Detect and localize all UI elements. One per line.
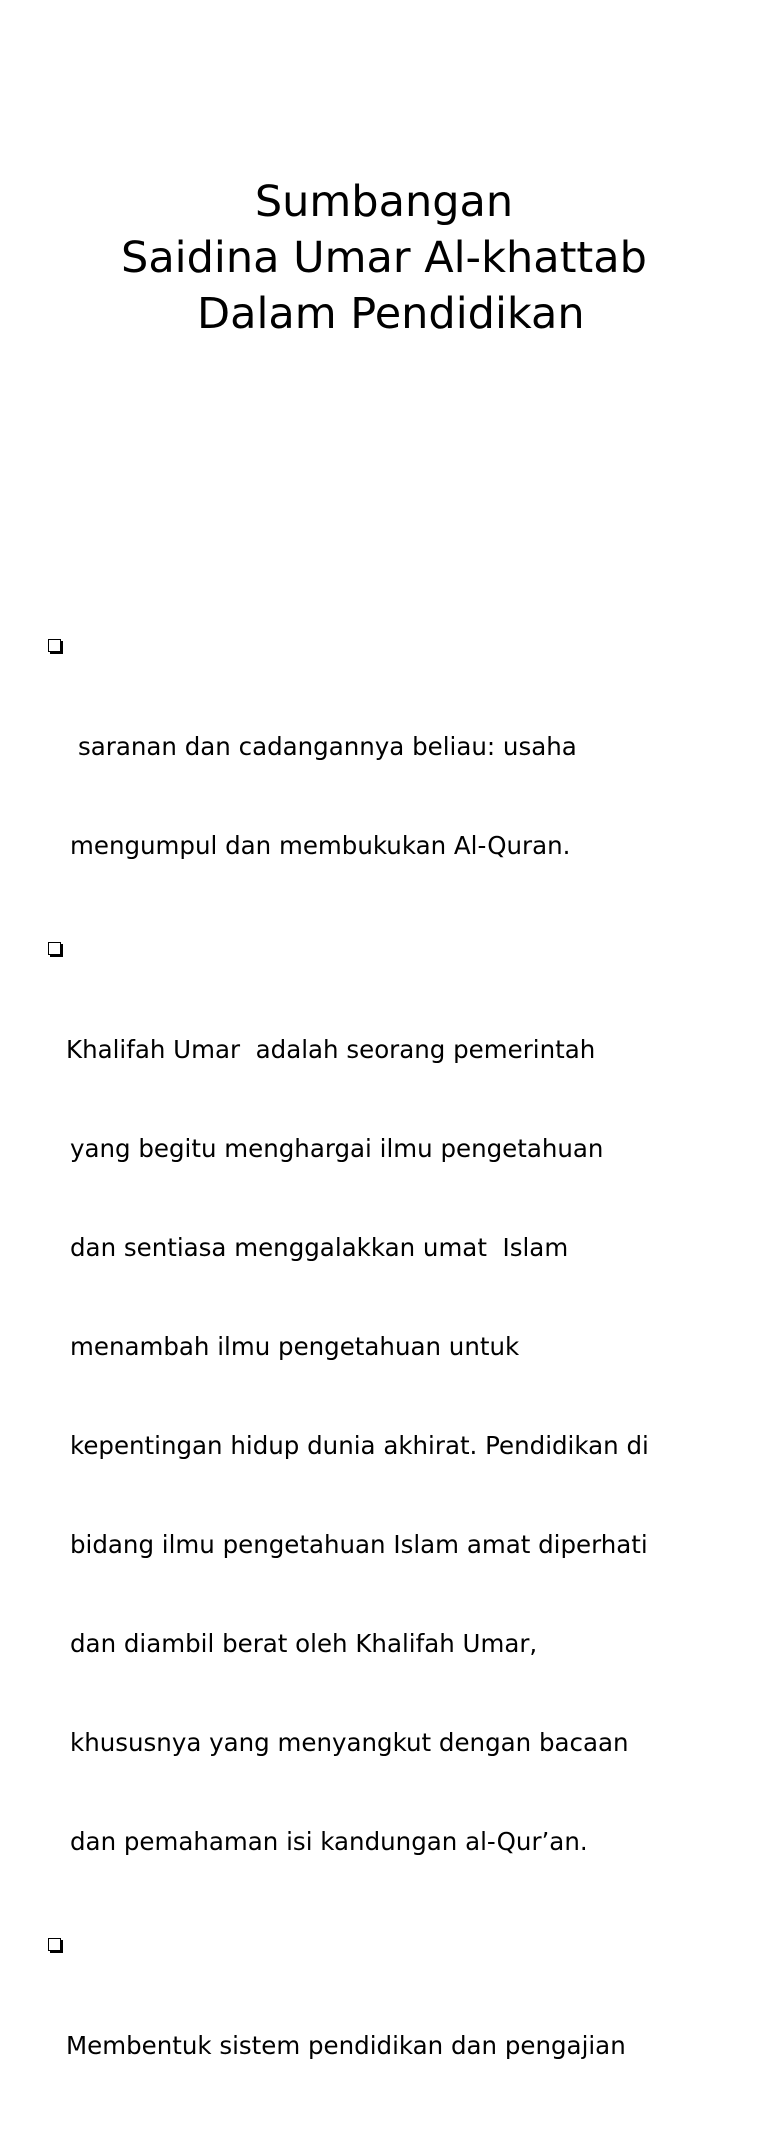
title-line: Sumbangan bbox=[254, 177, 514, 227]
bullet-text-line: dan diambil berat oleh Khalifah Umar, bbox=[70, 1629, 538, 1658]
bullet-text-line: menambah ilmu pengetahuan untuk bbox=[70, 1332, 520, 1361]
bullet-text-line: Khalifah Umar adalah seorang pemerintah bbox=[66, 1035, 596, 1064]
bullet-text-line: mengumpul dan membukukan Al-Quran. bbox=[70, 831, 571, 860]
checkbox-bullet-icon bbox=[48, 639, 61, 652]
bullet-text-line: Membentuk sistem pendidikan dan pengajian bbox=[66, 2031, 626, 2060]
bullet-text-line: dan pemahaman isi kandungan al-Qur’an. bbox=[70, 1827, 588, 1856]
title-line: Saidina Umar Al-khattab bbox=[121, 233, 647, 283]
checkbox-bullet-icon bbox=[48, 942, 61, 955]
bullet-list bbox=[48, 631, 738, 2134]
bullet-text-line: saranan dan cadangannya beliau: usaha bbox=[78, 732, 577, 761]
checkbox-bullet-icon bbox=[48, 1938, 61, 1951]
bullet-item bbox=[48, 631, 738, 928]
bullet-text-line: kepentingan hidup dunia akhirat. Pendidikan di bbox=[70, 1431, 649, 1460]
bullet-text-line: yang begitu menghargai ilmu pengetahuan bbox=[70, 1134, 604, 1163]
bullet-item bbox=[48, 1930, 738, 2128]
slide-title bbox=[0, 174, 768, 342]
bullet-text-line: dan sentiasa menggalakkan umat Islam bbox=[70, 1233, 569, 1262]
title-line: Dalam Pendidikan bbox=[183, 289, 585, 339]
bullet-text-line: khususnya yang menyangkut dengan bacaan bbox=[70, 1728, 629, 1757]
bullet-text-line: bidang ilmu pengetahuan Islam amat diperhati bbox=[70, 1530, 648, 1559]
bullet-item bbox=[48, 934, 738, 1924]
